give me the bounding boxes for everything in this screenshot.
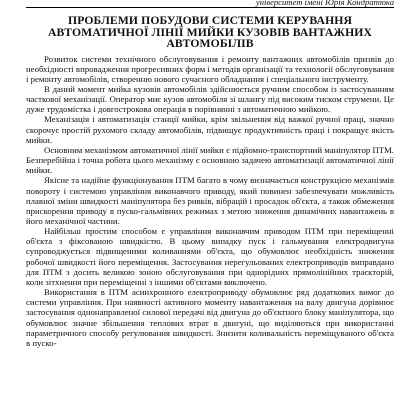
paragraph: В даний момент мийка кузовів автомобілів здійснюється ручним способом із застосуванням часткової механізації. Оператор миє кузов автомобіля зі шлангу під високим тиском струмени. Це дуже трудомістка і довгострокова операція в порівнянні з автоматичною мийкою. <box>26 83 394 115</box>
paragraph: Використання в ПТМ асинхронного електроприводу обумовлює ряд додаткових вимог до системи управління. При наявності активного моменту навантаження на валу двигуна дорівнює застосування однонаправленої силової передачі від двигуна до об'єктного блоку маніпулятора, що обумовлює значне збільшення теплових втрат в двигуні, що виділяються при використанні параметричного способу регулювання швидкості. Знизити коливальність переміщуваного об'єкта в пуско- <box>26 287 394 348</box>
paragraph: Якісне та надійне функціонування ПТМ багато в чому визначається конструкцією механізмів повороту і системою управління виконавчого приводу, який повинен забезпечувати можливість плавної зміни швидкості маніпулятора без ривків, вібрацій і просадок об'єкта, а також обмеження прискорення приводу в пуско-гальмівних режимах з метою зниження динамічних навантажень в його механічної частини. <box>26 175 394 226</box>
paragraph: Механізація і автоматизація станції мийки, крім звільнення від важкої ручної праці, значно скорочує простій рухомого складу автомобілів, підвищує продуктивність праці і покращує якість мийки. <box>26 114 394 145</box>
running-head: університет імені Юрія Кондратюка <box>26 0 394 8</box>
paper-title: ПРОБЛЕМИ ПОБУДОВИ СИСТЕМИ КЕРУВАННЯ АВТОМАТИЧНОЇ ЛІНІЇ МИЙКИ КУЗОВІВ ВАНТАЖНИХ АВТОМОБІЛІВ <box>47 14 373 50</box>
paragraph: Основним механізмом автоматичної лінії мийки є підйомно-транспортний маніпулятор ПТМ. Безперебійна і точна робота цього механізму є основною задачею автоматизації автоматичної лінії мийки. <box>26 144 394 176</box>
paragraph: Розвиток системи технічного обслуговування і ремонту вантажних автомобілів призвів до необхідності впровадження прогресивних форм і методів організації та технології обслуговування і ремонту автомобілів, створенню нового сучасного обладнання і спеціального інструменту. <box>26 53 394 84</box>
paragraph: Найбільш простим способом є управління виконавчим приводом ПТМ при переміщенні об'єкта з фіксованою швидкістю. В цьому випадку пуск і гальмування електродвигуна супроводжується підвищеними коливаннями об'єкта, що обумовлює необхідність зниження робочої швидкості його переміщення. Застосування нерегульованих електроприводів виправдано для ПТМ з досить великою зоною обслуговування при однорідних прямолінійних траєкторій, коли зітхнення при переміщенні з іншими об'єктами виключено. <box>26 226 394 287</box>
body-text <box>26 54 394 349</box>
